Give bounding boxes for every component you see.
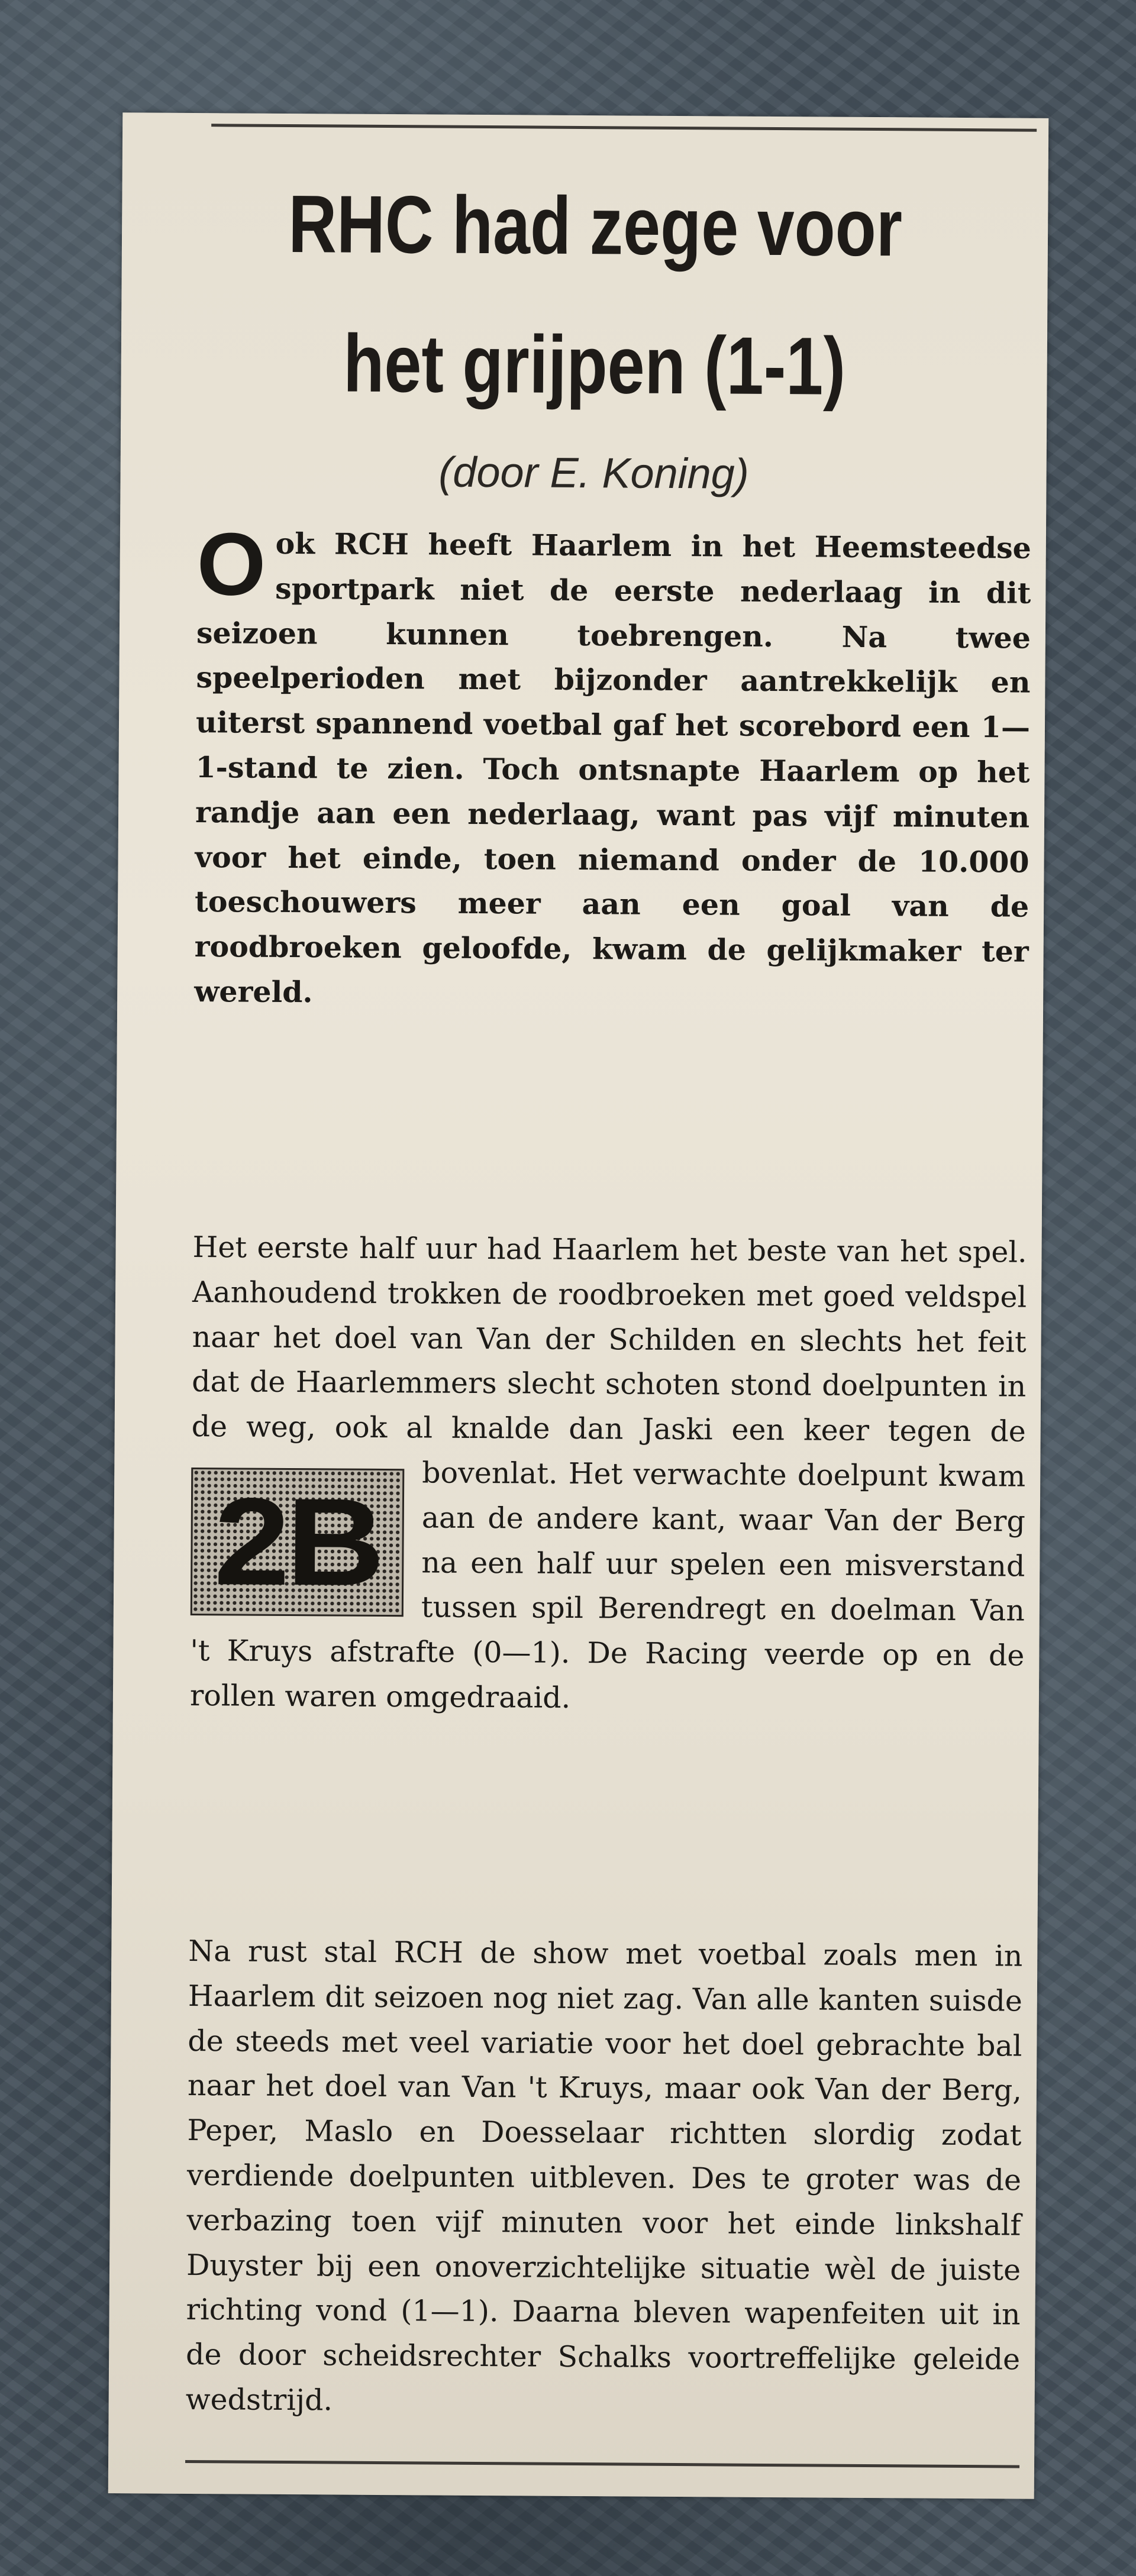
byline: (door E. Koning)	[438, 448, 749, 498]
drop-cap: O	[196, 514, 266, 614]
body-paragraph-first-half	[190, 1225, 1027, 1723]
page-badge	[191, 1468, 405, 1617]
headline: RHC had zege voor het grijpen (1-1)	[288, 178, 903, 412]
body-paragraph-second-half: Na rust stal RCH de show met voetbal zoals men in Haarlem dit seizoen nog niet zag. Van alle kanten suisde de steeds met veel variatie voor het doel gebrachte bal naar het doel van Van 't Kruys, maar ook Van der Berg, Peper, Maslo en Doesselaar richtten slordig zodat verdiende doelpunten uitbleven. Des te groter was de verbazing toen vijf minuten voor het einde linkshalf Duyster bij een onoverzichtelijke situatie wèl de juiste richting vond (1—1). Daarna bleven wapenfeiten uit in de door scheidsrechter Schalks voortreffelijke geleide wedstrijd.	[185, 1934, 1023, 2417]
page-badge-label: 2B	[213, 1472, 382, 1612]
lead-paragraph-text: ok RCH heeft Haarlem in het Heemsteedse sportpark niet de eerste nederlaag in dit seizoen kunnen toebrengen. Na twee speelperioden met bijzonder aantrekkelijk en uiterst spannend voetbal gaf het scorebord een 1—1-stand te zien. Toch ontsnapte Haarlem op het randje aan een nederlaag, want pas vijf minuten voor het einde, toen niemand onder de 10.000 toeschouwers meer aan een goal van de roodbroeken geloofde, kwam de gelijkmaker ter wereld.	[194, 526, 1032, 1010]
body-paragraph-first-half-text: Het eerste half uur had Haarlem het beste van het spel. Aanhoudend trokken de roodbroeken met goed veldspel naar het doel van Van der Schilden en slechts het feit dat de Haarlemmers slecht schoten stond doelpunten in de weg, ook al knalde dan Jaski een keer tegen de bovenlat. Het verwachte doelpunt kwam aan de andere kant, waar Van der Berg na een half uur spelen een misverstand tussen spil Berendregt en doelman Van 't Kruys afstrafte (0—1). De Racing veerde op en de rollen waren omgedraaid.	[189, 1230, 1027, 1715]
lead-paragraph	[194, 514, 1032, 1019]
top-rule	[211, 124, 1037, 132]
bottom-rule	[185, 2460, 1019, 2468]
newspaper-clipping	[108, 112, 1049, 2499]
